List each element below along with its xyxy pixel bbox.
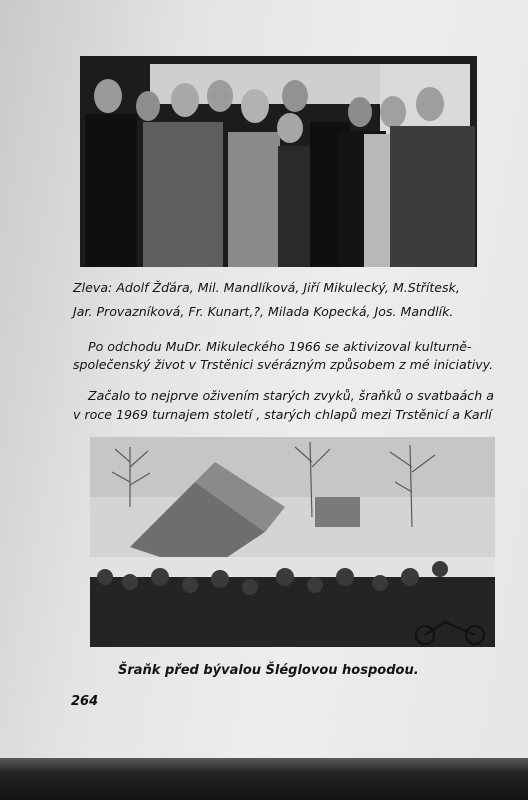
paragraph1-line1: Po odchodu MuDr. Mikuleckého 1966 se aktivizoval kulturně- <box>88 339 472 354</box>
village-crowd-image <box>90 437 495 647</box>
village-crowd-photo <box>90 437 495 647</box>
paragraph2-line1: Začalo to nejprve oživením starých zvyků, šraňků o svatbaách a <box>88 388 494 403</box>
photo-caption-names-line2: Jar. Provazníková, Fr. Kunart,?, Milada Kopecká, Jos. Mandlík. <box>73 304 454 319</box>
page-number: 264 <box>71 694 99 709</box>
photo-caption-village: Šraňk před bývalou Šléglovou hospodou. <box>118 663 419 678</box>
paragraph1-line2: společenský život v Trstěnici svérázným způsobem z mé iniciativy. <box>73 357 494 372</box>
photo-caption-names-line1: Zleva: Adolf Žďára, Mil. Mandlíková, Jiří Mikulecký, M.Střítesk, <box>73 280 460 295</box>
group-portrait-photo <box>80 56 477 267</box>
table-surface <box>0 758 528 800</box>
paragraph2-line2: v roce 1969 turnajem století , starých chlapů mezi Trstěnicí a Karlí <box>73 407 492 422</box>
group-portrait-image <box>80 56 477 267</box>
